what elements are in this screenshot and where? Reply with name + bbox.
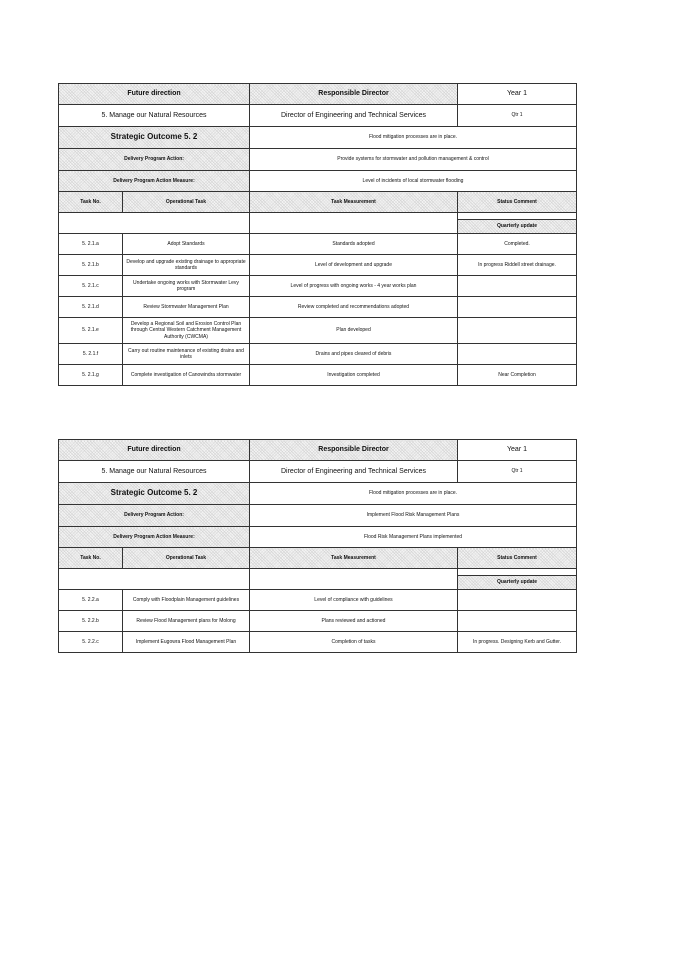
strategic-outcome-label: Strategic Outcome 5. 2 [59, 127, 250, 149]
delivery-program-action-value: Implement Flood Risk Management Plans [250, 505, 577, 527]
status-comment [458, 590, 577, 611]
status-comment [458, 344, 577, 365]
table-row [59, 318, 577, 344]
table-row [59, 297, 577, 318]
table-row [59, 365, 577, 386]
quarter-label: Qtr 1 [458, 461, 577, 483]
status-comment [458, 297, 577, 318]
delivery-program-action-measure-label: Delivery Program Action Measure: [59, 171, 250, 192]
strategic-outcome-value: Flood mitigation processes are in place. [250, 127, 577, 149]
task-measurement: Level of progress with ongoing works - 4 year works plan [250, 276, 458, 297]
column-header-status-comment: Status Comment [458, 192, 577, 213]
operational-task: Carry out routine maintenance of existing drains and inlets [123, 344, 250, 365]
blank-cell [250, 213, 458, 234]
status-comment [458, 611, 577, 632]
status-comment: Completed. [458, 234, 577, 255]
task-measurement: Standards adopted [250, 234, 458, 255]
table-row [59, 590, 577, 611]
quarterly-update-cell [458, 213, 577, 234]
task-no: 5. 2.1.c [59, 276, 123, 297]
task-measurement: Level of development and upgrade [250, 255, 458, 276]
task-measurement: Plans reviewed and actioned [250, 611, 458, 632]
future-direction-label: Future direction [59, 84, 250, 105]
column-header-task-no: Task No. [59, 548, 123, 569]
strategic-outcome-label: Strategic Outcome 5. 2 [59, 483, 250, 505]
column-header-task-measurement: Task Measurement [250, 192, 458, 213]
delivery-program-action-label: Delivery Program Action: [59, 149, 250, 171]
strategic-outcome-value: Flood mitigation processes are in place. [250, 483, 577, 505]
table-row [59, 255, 577, 276]
status-comment: Near Completion [458, 365, 577, 386]
quarterly-update-label: Quarterly update [458, 219, 576, 233]
year-label: Year 1 [458, 84, 577, 105]
future-direction-value: 5. Manage our Natural Resources [59, 461, 250, 483]
task-no: 5. 2.1.g [59, 365, 123, 386]
responsible-director-value: Director of Engineering and Technical Services [250, 461, 458, 483]
task-measurement: Completion of tasks [250, 632, 458, 653]
operational-task: Comply with Floodplain Management guidelines [123, 590, 250, 611]
operational-task: Complete investigation of Canowindra stormwater [123, 365, 250, 386]
task-no: 5. 2.1.f [59, 344, 123, 365]
operational-task: Undertake ongoing works with Stormwater Levy program [123, 276, 250, 297]
quarterly-update-label: Quarterly update [458, 575, 576, 589]
delivery-program-action-measure-value: Flood Risk Management Plans implemented [250, 527, 577, 548]
task-measurement: Investigation completed [250, 365, 458, 386]
blank-cell [59, 569, 250, 590]
table-row [59, 611, 577, 632]
task-no: 5. 2.2.b [59, 611, 123, 632]
task-no: 5. 2.2.a [59, 590, 123, 611]
task-no: 5. 2.1.a [59, 234, 123, 255]
blank-cell [250, 569, 458, 590]
responsible-director-value: Director of Engineering and Technical Services [250, 105, 458, 127]
column-header-task-measurement: Task Measurement [250, 548, 458, 569]
operational-task: Develop and upgrade existing drainage to appropriate standards [123, 255, 250, 276]
delivery-program-action-label: Delivery Program Action: [59, 505, 250, 527]
blank-cell [59, 213, 250, 234]
status-comment [458, 318, 577, 344]
task-no: 5. 2.1.e [59, 318, 123, 344]
table-row [59, 276, 577, 297]
year-label: Year 1 [458, 440, 577, 461]
column-header-operational-task: Operational Task [123, 548, 250, 569]
status-comment [458, 276, 577, 297]
task-measurement: Drains and pipes cleared of debris [250, 344, 458, 365]
task-measurement: Level of compliance with guidelines [250, 590, 458, 611]
quarter-label: Qtr 1 [458, 105, 577, 127]
column-header-status-comment: Status Comment [458, 548, 577, 569]
table-grid [58, 439, 577, 653]
task-measurement: Plan developed [250, 318, 458, 344]
future-direction-label: Future direction [59, 440, 250, 461]
column-header-task-no: Task No. [59, 192, 123, 213]
action-plan-table-2 [58, 439, 576, 653]
operational-task: Review Flood Management plans for Molong [123, 611, 250, 632]
quarterly-update-cell [458, 569, 577, 590]
table-row [59, 234, 577, 255]
task-no: 5. 2.1.b [59, 255, 123, 276]
task-no: 5. 2.2.c [59, 632, 123, 653]
status-comment: In progress. Designing Kerb and Gutter. [458, 632, 577, 653]
operational-task: Adopt Standards [123, 234, 250, 255]
future-direction-value: 5. Manage our Natural Resources [59, 105, 250, 127]
task-measurement: Review completed and recommendations adopted [250, 297, 458, 318]
table-row [59, 632, 577, 653]
operational-task: Develop a Regional Soil and Erosion Control Plan through Central Western Catchment Management Authority (CWCMA) [123, 318, 250, 344]
table-grid [58, 83, 577, 386]
operational-task: Review Stormwater Management Plan [123, 297, 250, 318]
action-plan-table-1 [58, 83, 576, 386]
delivery-program-action-value: Provide systems for stormwater and pollution management & control [250, 149, 577, 171]
responsible-director-label: Responsible Director [250, 440, 458, 461]
operational-task: Implement Eugowra Flood Management Plan [123, 632, 250, 653]
column-header-operational-task: Operational Task [123, 192, 250, 213]
delivery-program-action-measure-label: Delivery Program Action Measure: [59, 527, 250, 548]
responsible-director-label: Responsible Director [250, 84, 458, 105]
task-no: 5. 2.1.d [59, 297, 123, 318]
status-comment: In progress Riddell street drainage. [458, 255, 577, 276]
delivery-program-action-measure-value: Level of incidents of local stormwater flooding [250, 171, 577, 192]
table-row [59, 344, 577, 365]
